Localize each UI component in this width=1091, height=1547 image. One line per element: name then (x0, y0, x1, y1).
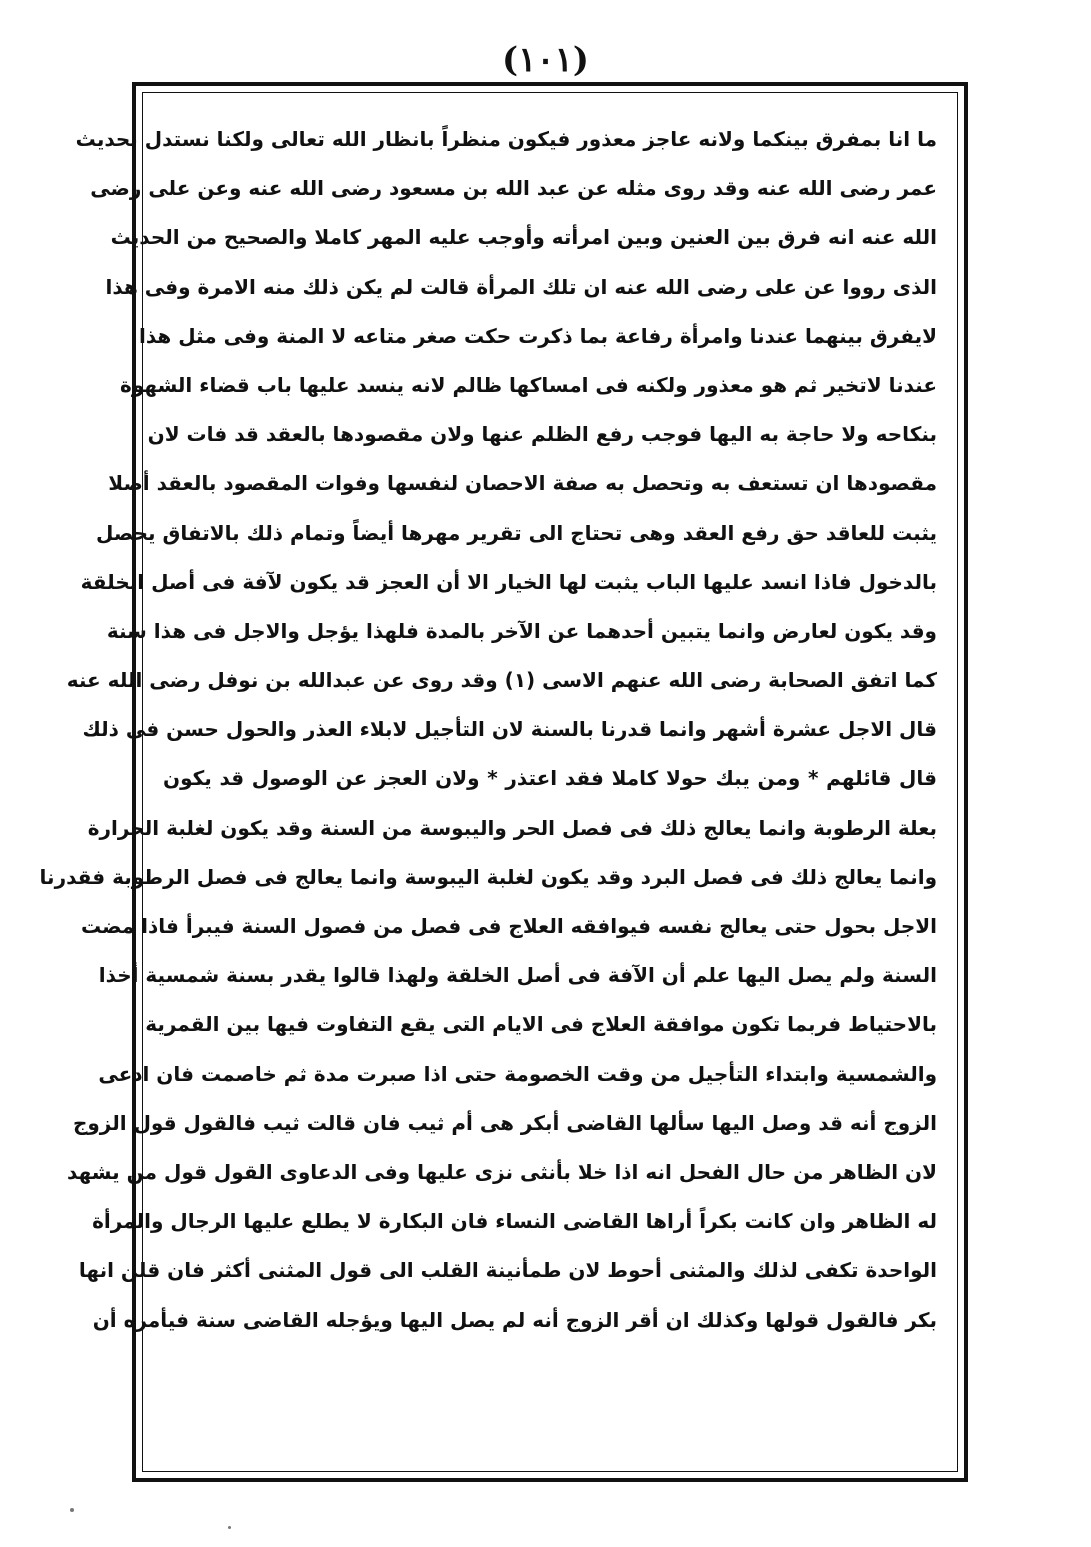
text-line: بالدخول فاذا انسد عليها الباب يثبت لها الخيار الا أن العجز قد يكون لآفة فى أصل الخلقة (80, 569, 937, 594)
text-line: الذى رووا عن على رضى الله عنه ان تلك المرأة قالت لم يكن ذلك منه الامرة وفى هذا (105, 274, 937, 299)
text-line: ما انا بمفرق بينكما ولانه عاجز معذور فيكون منظراً بانظار الله تعالى ولكنا نستدل بحديث (75, 127, 937, 151)
text-line: الله عنه انه فرق بين العنين وبين امرأته وأوجب عليه المهر كاملا والصحيح من الحديث (110, 225, 937, 250)
body-text (39, 115, 937, 1345)
text-line: وانما يعالج ذلك فى فصل البرد وقد يكون لغلبة اليبوسة وانما يعالج فى فصل الرطوبة فقدرنا (39, 864, 937, 889)
text-line: بالاحتياط فربما تكون موافقة العلاج فى الايام التى يقع التفاوت فيها بين القمرية (145, 1012, 937, 1037)
text-line: لايفرق بينهما عندنا وامرأة رفاعة بما ذكرت حكت صغر متاعه لا المنة وفى مثل هذا (138, 323, 937, 348)
text-line: السنة ولم يصل اليها علم أن الآفة فى أصل الخلقة ولهذا قالوا يقدر بسنة شمسية أخذا (98, 963, 937, 988)
text-line: الواحدة تكفى لذلك والمثنى أحوط لان طمأنينة القلب الى قول المثنى أكثر فان قلن انها (78, 1258, 937, 1283)
text-line: بعلة الرطوبة وانما يعالج ذلك فى فصل الحر واليبوسة من السنة وقد يكون لغلبة الحرارة (87, 815, 937, 840)
scan-speck (70, 1508, 74, 1512)
text-line: مقصودها ان تستعف به وتحصل به صفة الاحصان لنفسها وفوات المقصود بالعقد أصلا (108, 471, 937, 496)
text-line: الاجل بحول حتى يعالج نفسه فيوافقه العلاج فى فصل من فصول السنة فيبرأ فاذا مضت (80, 914, 937, 938)
page-border-inner (39, 92, 958, 1472)
text-line: عمر رضى الله عنه وقد روى مثله عن عبد الله بن مسعود رضى الله عنه وعن على رضى (90, 176, 937, 201)
scan-speck (228, 1526, 231, 1529)
text-line: لان الظاهر من حال الفحل انه اذا خلا بأنثى نزى عليها وفى الدعاوى القول قول من يشهد (67, 1159, 937, 1184)
text-line: عندنا لاتخير ثم هو معذور ولكنه فى امساكها ظالم لانه ينسد عليها باب قضاء الشهوة (120, 372, 937, 397)
page-border-outer (39, 82, 968, 1482)
text-line: كما اتفق الصحابة رضى الله عنهم الاسى (١) وقد روى عن عبدالله بن نوفل رضى الله عنه (66, 668, 937, 693)
page-number: (١٠١) (502, 40, 589, 80)
text-line: له الظاهر وان كانت بكراً أراها القاضى النساء فان البكارة لا يطلع عليها الرجال والمرأة (92, 1209, 937, 1234)
text-line: بنكاحه ولا حاجة به اليها فوجب رفع الظلم عنها ولان مقصودها بالعقد قد فات لان (147, 422, 937, 447)
text-line: الزوج أنه قد وصل اليها سألها القاضى أبكر هى أم ثيب فان قالت ثيب فالقول قول الزوج (72, 1110, 937, 1135)
text-line: قال الاجل عشرة أشهر وانما قدرنا بالسنة لان التأجيل لابلاء العذر والحول حسن فى ذلك (82, 717, 937, 742)
text-line: والشمسية وابتداء التأجيل من وقت الخصومة حتى اذا صبرت مدة ثم خاصمت فان ادعى (98, 1061, 937, 1086)
text-line: قال قائلهم * ومن يبك حولا كاملا فقد اعتذر * ولان العجز عن الوصول قد يكون (163, 766, 937, 791)
text-line: بكر فالقول قولها وكذلك ان أقر الزوج أنه لم يصل اليها ويؤجله القاضى سنة فيأمره أن (92, 1307, 937, 1332)
text-line: يثبت للعاقد حق رفع العقد وهى تحتاج الى تقرير مهرها أيضاً وتمام ذلك بالاتفاق يحصل (96, 520, 937, 545)
text-line: وقد يكون لعارض وانما يتبين أحدهما عن الآخر بالمدة فلهذا يؤجل والاجل فى هذا سنة (106, 618, 937, 643)
